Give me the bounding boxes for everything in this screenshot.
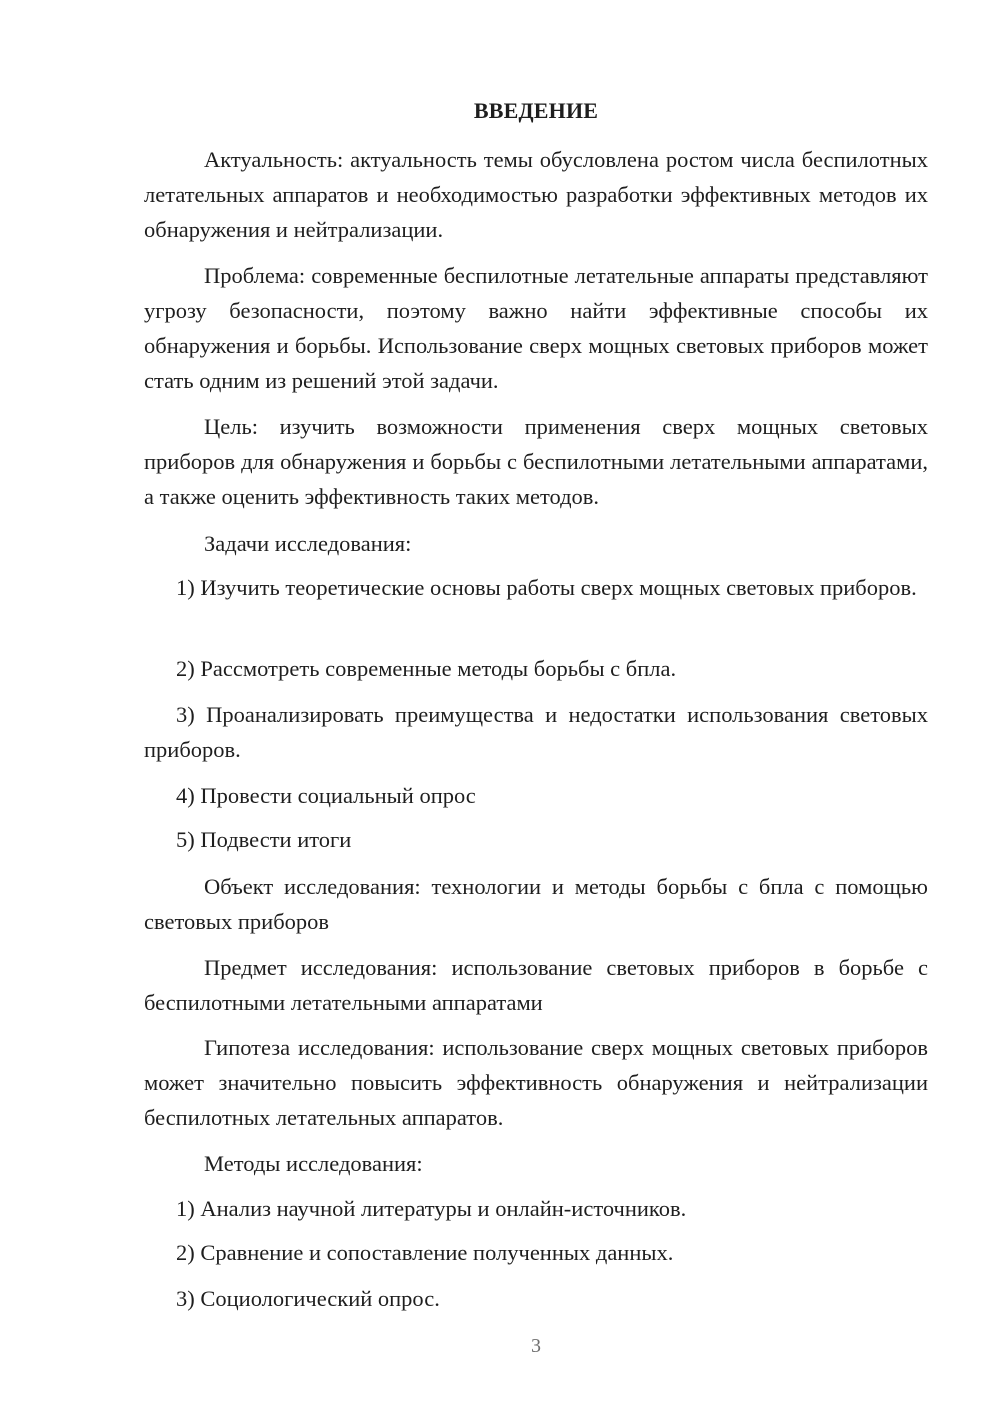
- task-item-5: 5) Подвести итоги: [176, 827, 352, 852]
- actuality-paragraph: Актуальность: актуальность темы обусловлена ростом числа беспилотных летательных аппаратов и необходимостью разработки эффективных методов их обнаружения и нейтрализации.: [144, 147, 928, 242]
- task-item-2: 2) Рассмотреть современные методы борьбы с бпла.: [176, 656, 677, 681]
- object-paragraph: Объект исследования: технологии и методы борьбы с бпла с помощью световых приборов: [144, 874, 928, 934]
- task-item-4: 4) Провести социальный опрос: [176, 783, 476, 808]
- section-title: ВВЕДЕНИЕ: [473, 98, 599, 123]
- tasks-heading: Задачи исследования:: [204, 531, 412, 556]
- task-item-1: 1) Изучить теоретические основы работы сверх мощных световых приборов.: [176, 575, 917, 600]
- method-item-1: 1) Анализ научной литературы и онлайн-источников.: [176, 1196, 687, 1221]
- page-number: 3: [531, 1335, 541, 1357]
- problem-paragraph: Проблема: современные беспилотные летательные аппараты представляют угрозу безопасности, поэтому важно найти эффективные способы их обнаружения и борьбы. Использование сверх мощных световых приборов может стать одним из решений этой задачи.: [144, 263, 928, 393]
- method-item-3: 3) Социологический опрос.: [176, 1286, 440, 1311]
- subject-paragraph: Предмет исследования: использование световых приборов в борьбе с беспилотными летательными аппаратами: [144, 955, 928, 1015]
- hypothesis-paragraph: Гипотеза исследования: использование сверх мощных световых приборов может значительно повысить эффективность обнаружения и нейтрализации беспилотных летательных аппаратов.: [144, 1035, 928, 1130]
- method-item-2: 2) Сравнение и сопоставление полученных данных.: [176, 1240, 674, 1265]
- goal-paragraph: Цель: изучить возможности применения сверх мощных световых приборов для обнаружения и борьбы с беспилотными летательными аппаратами, а также оценить эффективность таких методов.: [144, 414, 928, 509]
- methods-heading: Методы исследования:: [204, 1151, 423, 1176]
- task-item-3: 3) Проанализировать преимущества и недостатки использования световых приборов.: [144, 702, 928, 762]
